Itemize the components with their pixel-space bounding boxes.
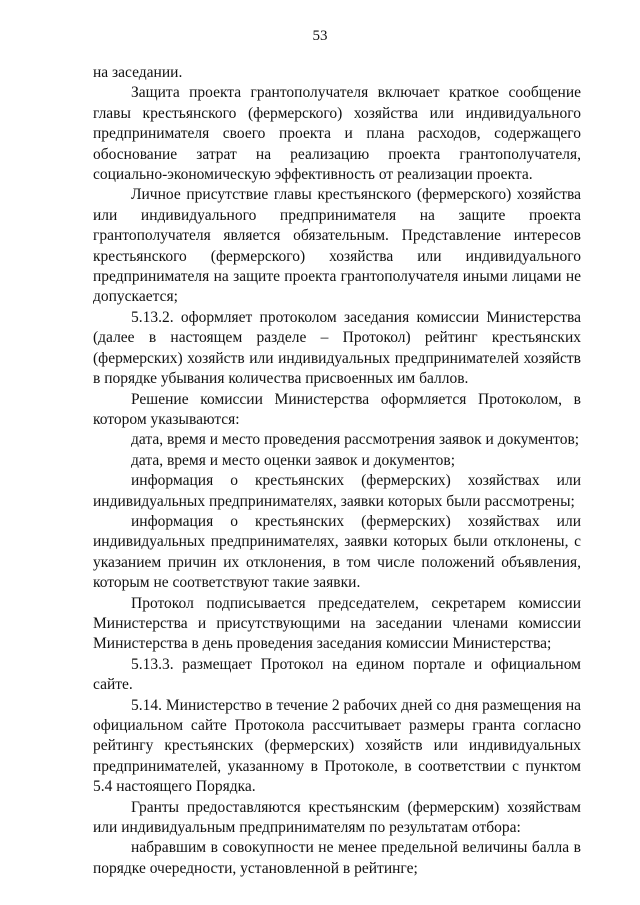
list-item-reviewed-applicants: информация о крестьянских (фермерских) хозяйствах или индивидуальных предпринимателях, заявки которых были рассмотрены; [93, 472, 581, 510]
paragraph-decision: Решение комиссии Министерства оформляется Протоколом, в котором указываются: [93, 390, 581, 428]
paragraph-grants-provided: Гранты предоставляются крестьянским (фермерским) хозяйствам или индивидуальным предпринимателям по результатам отбора: [93, 798, 581, 837]
page-number: 53 [312, 28, 328, 44]
document-body [93, 63, 581, 879]
paragraph-personal-presence: Личное присутствие главы крестьянского (фермерского) хозяйства или индивидуального предпринимателя на защите проекта грантополучателя является обязательным. Представление интересов крестьянского (фермерского) хозяйства или индивидуального предпринимателя на защите проекта грантополучателя иными лицами не допускается; [93, 186, 581, 306]
paragraph-project-defense: Защита проекта грантополучателя включает краткое сообщение главы крестьянского (фермерского) хозяйства или индивидуального предпринимателя своего проекта и плана расходов, содержащего обоснование затрат на реализацию проекта грантополучателя, социально-экономическую эффективность от реализации проекта. [93, 84, 581, 184]
paragraph-5-13-3: 5.13.3. размещает Протокол на едином портале и официальном сайте. [93, 655, 581, 694]
paragraph-protocol-signing: Протокол подписывается председателем, секретарем комиссии Министерства и присутствующими на заседании членами комиссии Министерства в день проведения заседания комиссии Министерства; [93, 594, 581, 653]
list-item-review-date: дата, время и место проведения рассмотрения заявок и документов; [131, 431, 580, 449]
paragraph-continuation: на заседании. [93, 64, 183, 81]
list-item-rejected-applicants: информация о крестьянских (фермерских) хозяйствах или индивидуальных предпринимателях, заявки которых были отклонены, с указанием причин их отклонения, в том числе положений объявления, которым не соответствуют такие заявки. [93, 512, 581, 592]
list-item-minimum-score: набравшим в совокупности не менее предельной величины балла в порядке очередности, установленной в рейтинге; [93, 839, 581, 877]
list-item-evaluation-date: дата, время и место оценки заявок и документов; [131, 451, 456, 469]
paragraph-5-14: 5.14. Министерство в течение 2 рабочих дней со дня размещения на официальном сайте Протокола рассчитывает размеры гранта согласно рейтингу крестьянских (фермерских) хозяйств или индивидуальных предпринимателей, указанному в Протоколе, в соответствии с пунктом 5.4 настоящего Порядка. [93, 696, 581, 796]
paragraph-5-13-2: 5.13.2. оформляет протоколом заседания комиссии Министерства (далее в настоящем разделе – Протокол) рейтинг крестьянских (фермерских) хозяйств или индивидуальных предпринимателей хозяйств в порядке убывания количества присвоенных им баллов. [93, 308, 581, 388]
